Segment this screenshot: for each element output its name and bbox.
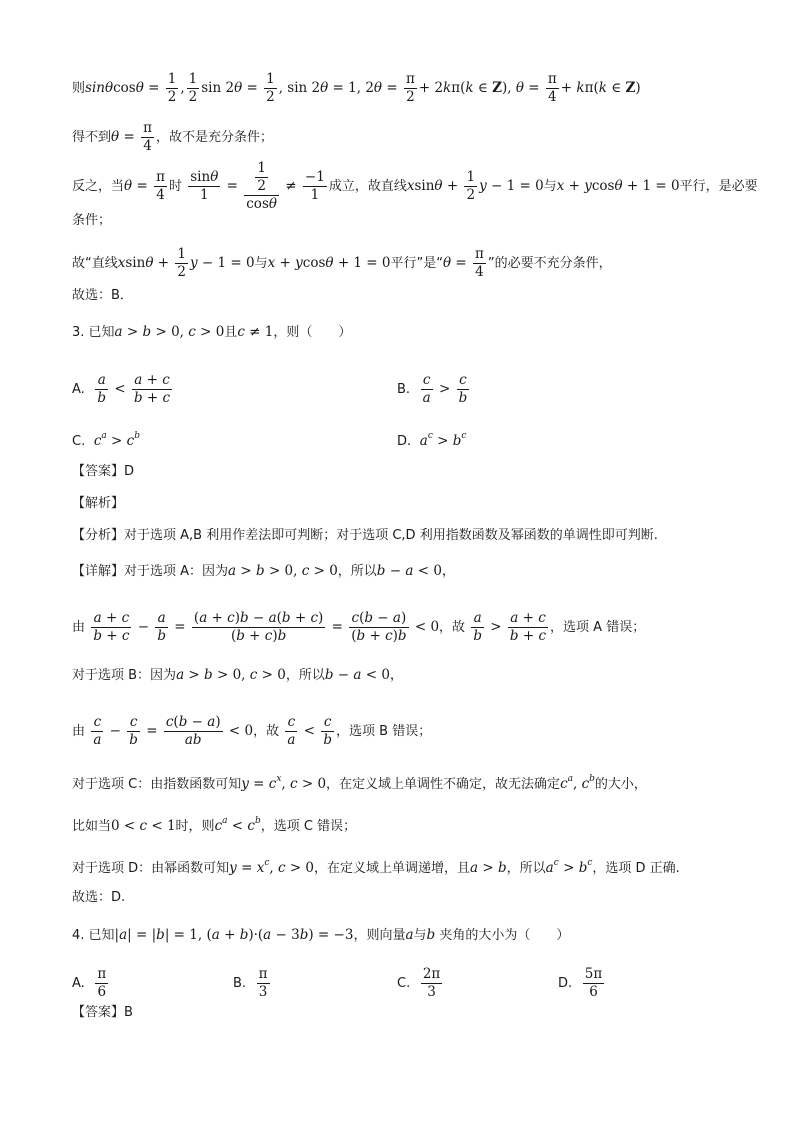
- line-sin-cos: 则sinθcosθ = $\frac{1}{2}$ , $\frac{1}{2}$ sin 2θ = $\frac{1}{2}$ , sin 2θ = 1, 2θ = $\frac{\pi}{2}$ + 2kπ(k ∈ Z), θ = $\frac{\pi}{4}$ + kπ(k ∈ Z): [72, 71, 641, 105]
- detail-d: 对于选项 D：由幂函数可知$y = x^c$, c > 0，在定义域上单调递增，且a > b，所以$a^c > b^c$，选项 D 正确.: [72, 858, 680, 876]
- analysis-summary: 【分析】对于选项 A,B 利用作差法即可判断；对于选项 C,D 利用指数函数及幂函数的单调性即可判断.: [72, 528, 658, 543]
- line-choose-b: 故选：B．: [72, 288, 133, 303]
- q4-option-d: D. $\frac{5\pi}{6}$: [558, 966, 603, 1000]
- detail-c: 对于选项 C：由指数函数可知$y = c^x$, c > 0，在定义域上单调性不确定，故无法确定$c^a$, $c^b$的大小，: [72, 774, 647, 792]
- derivation-a: 由 $\frac{a + c}{b + c}$ − $\frac{a}{b}$ = $\frac{(a + c)b - a(b + c)}{(b + c)b}$ = $\frac{c(b - a)}{(b + c)b}$ < 0，故 $\frac{a}{b}$ > $\frac{a + c}{b + c}$ ，选项 A 错误；: [72, 610, 646, 644]
- detail-c-example: 比如当0 < c < 1时，则$c^a < c^b$，选项 C 错误；: [72, 816, 357, 834]
- line-condition: 条件；: [72, 213, 112, 228]
- line-conclusion: 故“直线xsinθ + $\frac{1}{2}$ y − 1 = 0与x + ycosθ + 1 = 0平行”是“θ = $\frac{\pi}{4}$ ”的必要不充分条件，: [72, 246, 612, 280]
- q3-option-b: B. $\frac{c}{a}$ > $\frac{c}{b}$: [397, 372, 468, 406]
- line-choose-d: 故选：D.: [72, 890, 126, 905]
- q4-option-a: A. $\frac{\pi}{6}$: [72, 966, 107, 1000]
- derivation-b: 由 $\frac{c}{a}$ − $\frac{c}{b}$ = $\frac{c(b - a)}{ab}$ < 0，故 $\frac{c}{a}$ < $\frac{c}{b}$ ，选项 B 错误；: [72, 714, 432, 748]
- q4-option-c: C. $\frac{2\pi}{3}$: [397, 966, 441, 1000]
- q3-option-a: A. $\frac{a}{b}$ < $\frac{a + c}{b + c}$: [72, 372, 171, 406]
- answer-4: 【答案】B: [72, 1005, 133, 1020]
- line-not-sufficient: 得不到θ = $\frac{\pi}{4}$ ，故不是充分条件；: [72, 120, 273, 154]
- question-4: 4. 已知|a| = |b| = 1, (a + b)·(a − 3b) = −3，则向量a与b 夹角的大小为（ ）: [72, 927, 570, 943]
- q3-option-c: C. $c^a > c^b$: [72, 431, 140, 449]
- q4-option-b: B. $\frac{\pi}{3}$: [233, 966, 268, 1000]
- answer-3: 【答案】D: [72, 464, 135, 479]
- detail-a: 【详解】对于选项 A：因为a > b > 0, c > 0，所以b − a < 0，: [72, 563, 456, 579]
- q3-option-d: D. $a^c > b^c$: [397, 431, 467, 449]
- question-3: 3. 已知a > b > 0, c > 0且c ≠ 1，则（ ）: [72, 324, 352, 340]
- analysis-label: 【解析】: [72, 496, 125, 511]
- line-necessary: 反之，当θ = $\frac{\pi}{4}$ 时 $\frac{\sin\theta}{1}$ = $\frac{\frac{1}{2}}{\cos\theta}$ ≠ $\frac{-1}{1}$ 成立，故直线xsinθ + $\frac{1}{2}$ y − 1 = 0与x + ycosθ + 1 = 0平行，是必要: [72, 160, 758, 212]
- detail-b: 对于选项 B：因为a > b > 0, c > 0，所以b − a < 0，: [72, 667, 404, 683]
